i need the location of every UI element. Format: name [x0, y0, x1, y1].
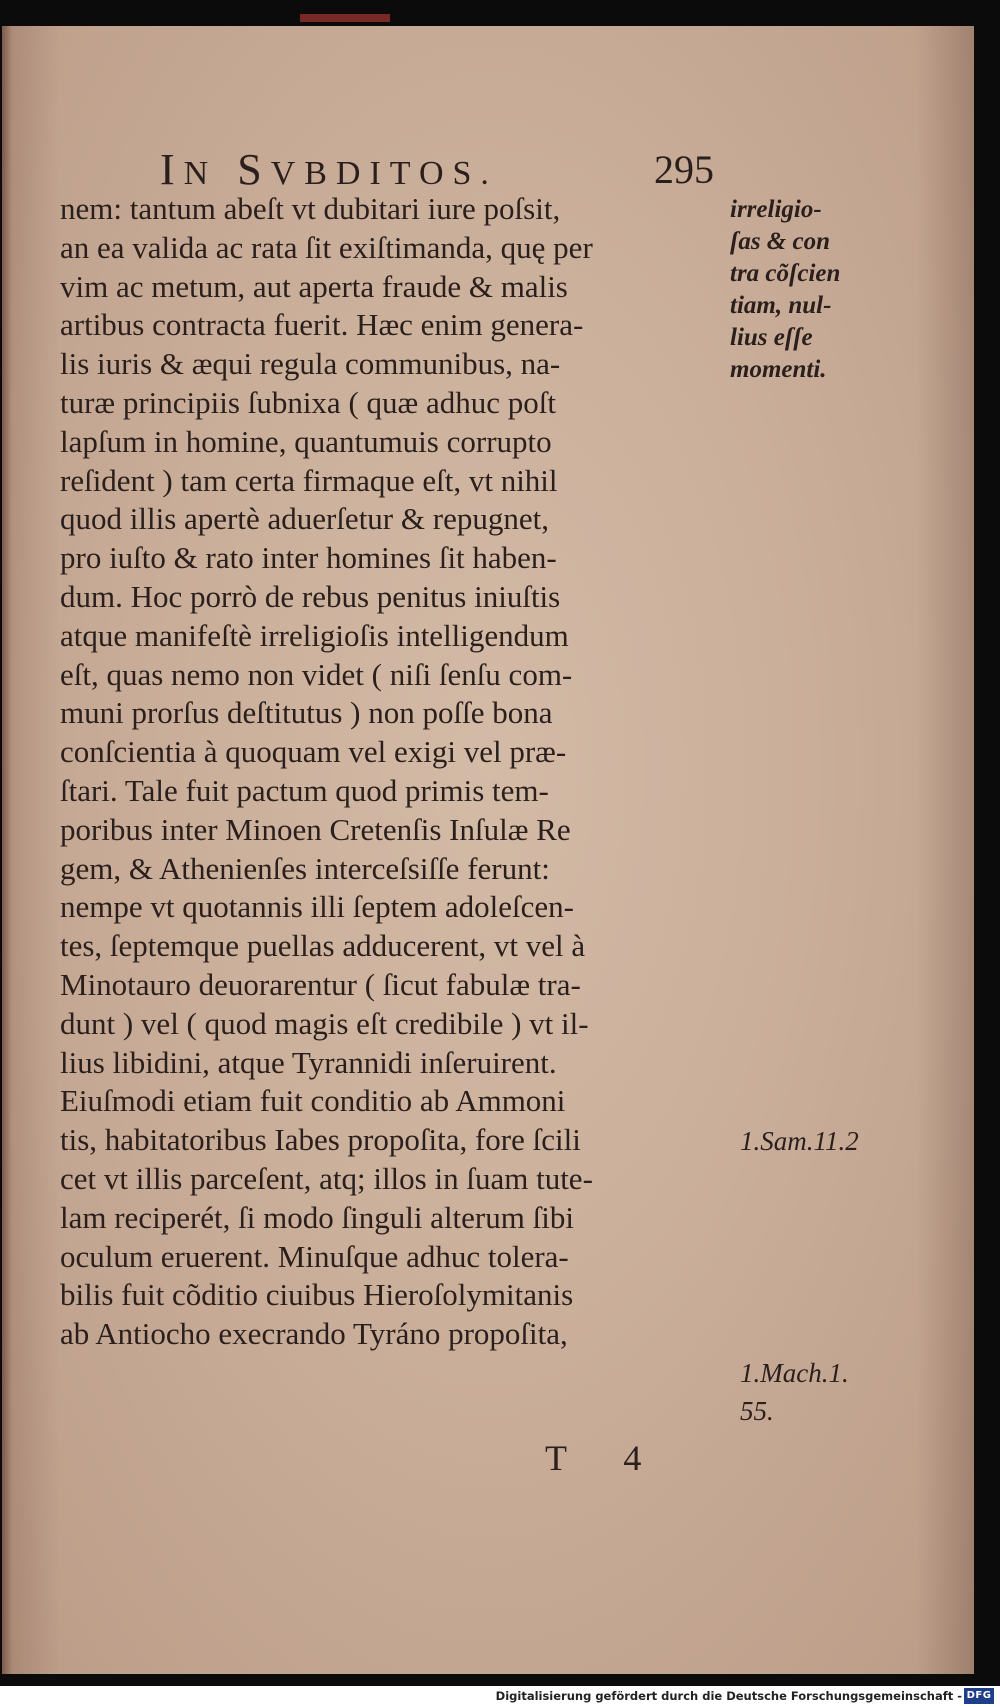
funding-credit: Digitalisierung gefördert durch die Deutsche Forschungsgemeinschaft - [495, 1689, 962, 1703]
text-line: eſt, quas nemo non videt ( niſi ſenſu com- [60, 656, 573, 692]
book-page [2, 26, 974, 1674]
text-line: lius libidini, atque Tyrannidi inſeruirent. [60, 1044, 557, 1080]
text-line: pro iuſto & rato inter homines ſit haben- [60, 540, 557, 576]
text-line: Minotauro deuorarentur ( ſicut fabulæ tra- [60, 966, 581, 1002]
text-line: Eiuſmodi etiam fuit conditio ab Ammoni [60, 1083, 566, 1119]
running-title [160, 145, 498, 194]
text-line: ab Antiocho execrando Tyráno propoſita, [60, 1316, 568, 1352]
text-line: dum. Hoc porrò de rebus penitus iniuſtis [60, 578, 561, 614]
marginal-note [730, 194, 870, 386]
text-line: turæ principiis ſubnixa ( quæ adhuc poſt [60, 384, 556, 420]
text-line: nempe vt quotannis illi ſeptem adoleſcen- [60, 889, 574, 925]
text-line: gem, & Athenienſes interceſsiſſe ferunt: [60, 850, 550, 886]
page-number: 295 [654, 147, 714, 192]
text-line: atque manifeſtè irreligioſis intelligendum [60, 617, 569, 653]
text-line: nem: tantum abeſt vt dubitari iure poſsit, [60, 191, 561, 226]
text-line: quod illis apertè aduerſetur & repugnet, [60, 501, 549, 537]
signature-mark: T 4 [545, 1438, 666, 1478]
text-line: muni prorſus deſtitutus ) non poſſe bona [60, 695, 553, 731]
text-line: an ea valida ac rata ſit exiſtimanda, quę per [60, 229, 593, 265]
running-title-rest-2: VBDITOS. [270, 155, 498, 192]
dfg-logo: DFG [964, 1688, 994, 1704]
text-line: ſtari. Tale fuit pactum quod primis tem- [60, 772, 549, 808]
text-line: vim ac metum, aut aperta fraude & malis [60, 268, 568, 304]
text-line: tes, ſeptemque puellas adducerent, vt vel à [60, 928, 586, 964]
text-line: lis iuris & æqui regula communibus, na- [60, 346, 561, 382]
text-line: reſident ) tam certa firmaque eſt, vt nihil [60, 462, 558, 498]
marginal-note-line: ſas & con [730, 228, 830, 255]
text-line: lam reciperét, ſi modo ſinguli alterum ſibi [60, 1199, 574, 1235]
page-gutter-shadow [2, 26, 12, 1674]
marginal-reference-machabees-verse: 55. [740, 1396, 774, 1426]
text-line: bilis fuit cõditio ciuibus Hieroſolymitanis [60, 1277, 574, 1313]
text-line: artibus contracta fuerit. Hæc enim genera- [60, 307, 584, 343]
text-line: tis, habitatoribus Iabes propoſita, fore ſcili [60, 1122, 581, 1158]
text-line: oculum eruerent. Minuſque adhuc tolera- [60, 1238, 569, 1274]
text-line: cet vt illis parceſent, atq; illos in ſuam tute- [60, 1160, 593, 1196]
text-line: dunt ) vel ( quod magis eſt credibile ) vt il- [60, 1005, 589, 1041]
text-line: lapſum in homine, quantumuis corrupto [60, 423, 552, 459]
main-text-block [60, 190, 730, 1354]
running-title-initial-1: I [160, 145, 184, 194]
text-line: poribus inter Minoen Cretenſis Inſulæ Re [60, 811, 571, 847]
marginal-note-line: lius eſſe [730, 324, 813, 351]
text-line: conſcientia à quoquam vel exigi vel præ- [60, 734, 567, 770]
marginal-note-line: momenti. [730, 356, 827, 383]
digitization-footer [0, 1686, 1000, 1707]
binding-ribbon [300, 14, 390, 22]
marginal-note-line: tra cõſcien [730, 260, 841, 287]
running-title-rest-1: N [183, 155, 218, 192]
marginal-reference-machabees: 1.Mach.1. [740, 1358, 849, 1388]
marginal-note-line: irreligio- [730, 196, 822, 223]
marginal-note-line: tiam, nul- [730, 292, 832, 319]
marginal-reference-samuel: 1.Sam.11.2 [740, 1126, 859, 1156]
running-title-initial-2: S [237, 145, 271, 194]
